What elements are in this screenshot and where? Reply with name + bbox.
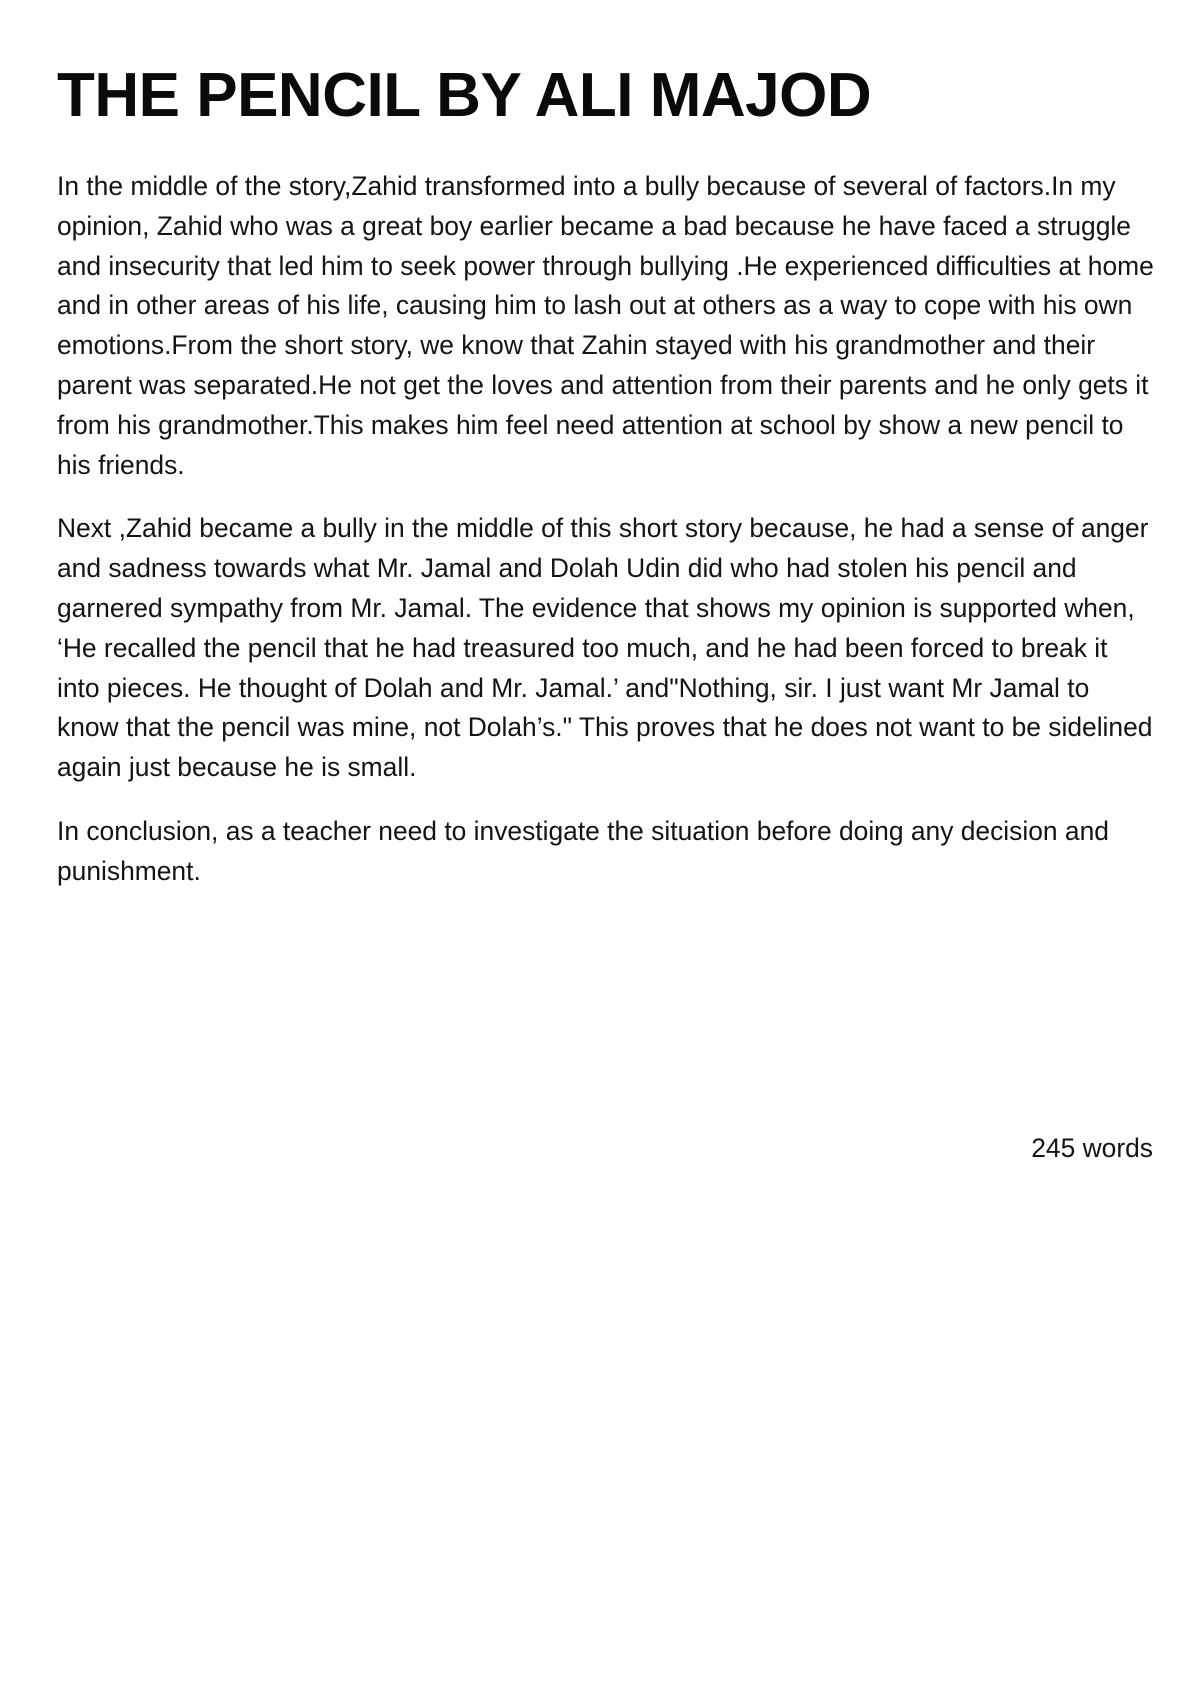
word-count: 245 words bbox=[1031, 1133, 1153, 1163]
paragraph-3: In conclusion, as a teacher need to investigate the situation before doing any decision and punishment. bbox=[57, 815, 1109, 886]
paragraph-1: In the middle of the story,Zahid transformed into a bully because of several of factors.In my opinion, Zahid who was a great boy earlier became a bad because he have faced a struggle and insecurity that led him to seek power through bullying .He experienced difficulties at home and in other areas of his life, causing him to lash out at others as a way to cope with his own emotions.From the short story, we know that Zahin stayed with his grandmother and their parent was separated.He not get the loves and attention from their parents and he only gets it from his grandmother.This makes him feel need attention at school by show a new pencil to his friends. bbox=[57, 171, 1154, 480]
document-title: THE PENCIL BY ALI MAJOD bbox=[57, 61, 872, 130]
paragraph-2: Next ,Zahid became a bully in the middle of this short story because, he had a sense of anger and sadness towards what Mr. Jamal and Dolah Udin did who had stolen his pencil and garnered sympathy from Mr. Jamal. The evidence that shows my opinion is supported when, ‘He recalled the pencil that he had treasured too much, and he had been forced to break it into pieces. He thought of Dolah and Mr. Jamal.’ and"Nothing, sir. I just want Mr Jamal to know that the pencil was mine, not Dolah’s." This proves that he does not want to be sidelined again just because he is small. bbox=[57, 513, 1153, 783]
document-body bbox=[57, 167, 1157, 916]
